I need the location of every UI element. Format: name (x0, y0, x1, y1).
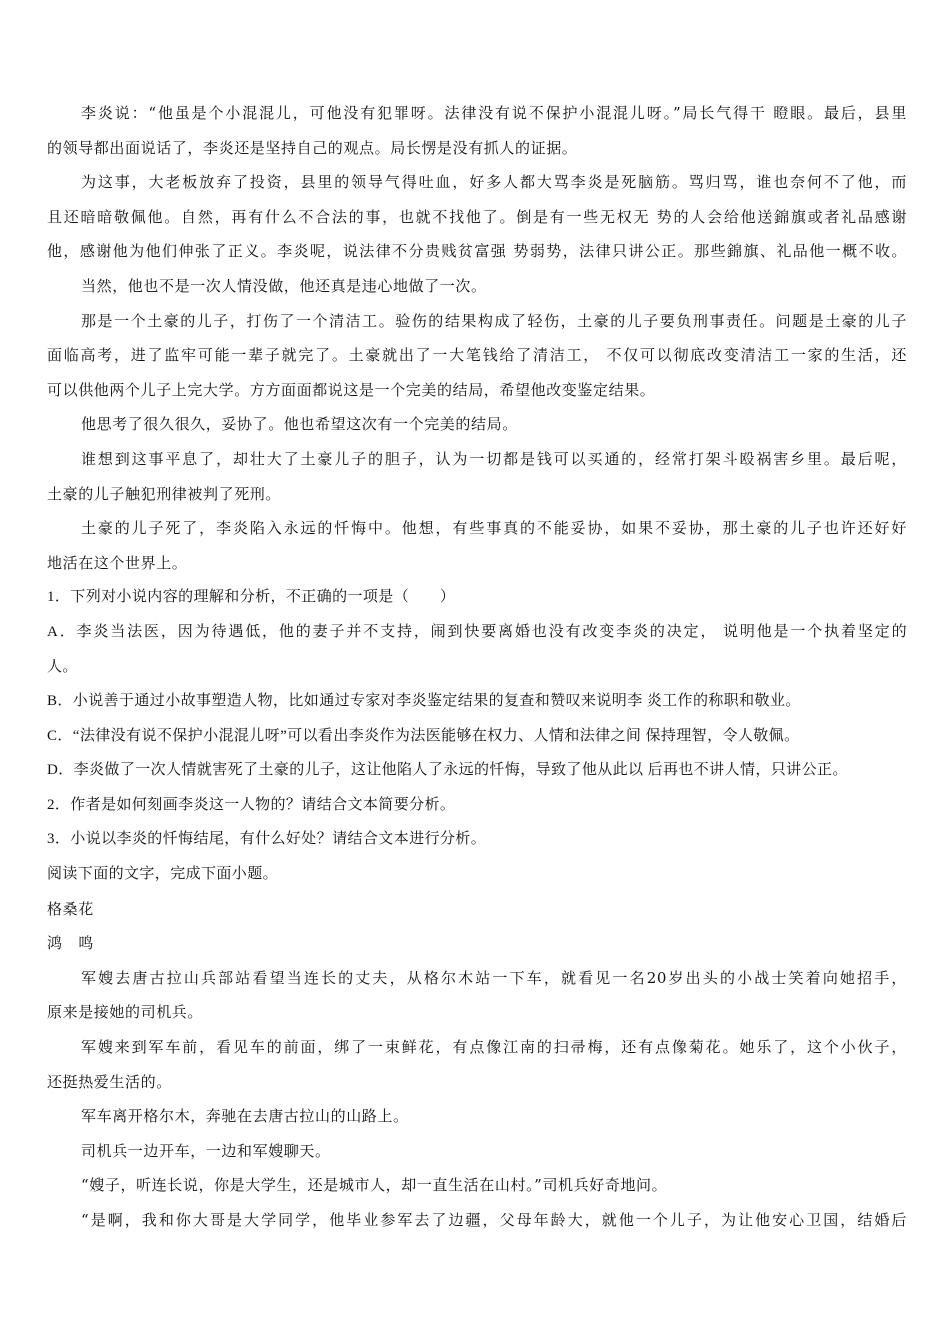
text-line: 为这事，大老板放弃了投资，县里的领导气得吐血，好多人都大骂李炎是死脑筋。骂归骂，谁也奈何不了他，而 (81, 173, 907, 192)
story-title: 格桑花 (47, 899, 94, 918)
text-line: “是啊，我和你大哥是大学同学，他毕业参军去了边疆，父母年龄大，就他一个儿子，为让他安心卫国，结婚后 (81, 1211, 907, 1229)
text-line: “嫂子，听连长说，你是大学生，还是城市人，却一直生活在山村。”司机兵好奇地问。 (81, 1176, 668, 1195)
text-line: 的领导都出面说话了，李炎还是坚持自己的观点。局长愣是没有抓人的证据。 (47, 138, 578, 157)
text-line: 土豪的儿子触犯刑律被判了死刑。 (47, 484, 282, 503)
text-line: 他，感谢他为他们伸张了正义。李炎呢，说法律不分贵贱贫富强 势弱势，法律只讲公正。那些錦旗、礼品他一概不收。 (47, 242, 907, 261)
option-a: A．李炎当法医，因为待遇低，他的妻子并不支持，闹到快要离婚也没有改变李炎的决定， 说明他是一个执着坚定的 (47, 623, 907, 640)
text-line: 李炎说：“他虽是个小混混儿，可他没有犯罪呀。法律没有说不保护小混混儿呀。”局长气得干 瞪眼。最后，县里 (81, 104, 907, 122)
story-author: 鸿 鸣 (47, 934, 94, 953)
option-b: B．小说善于通过小故事塑造人物，比如通过专家对李炎鉴定结果的复查和赞叹来说明李 炎工作的称职和敬业。 (47, 693, 801, 710)
text-line: 谁想到这事平息了，却壮大了土豪儿子的胆子，认为一切都是钱可以买通的，经常打架斗殴祸害乡里。最后呢， (81, 449, 907, 468)
text-line: 且还暗暗敬佩他。自然，再有什么不合法的事，也就不找他了。倒是有一些无权无 势的人会给他送錦旗或者礼品感谢 (47, 207, 907, 226)
text-line: 面临高考，进了监牢可能一辈子就完了。土豪就出了一大笔钱给了清洁工， 不仅可以彻底改变清洁工一家的生活，还 (47, 346, 907, 365)
text-line: 土豪的儿子死了，李炎陷入永远的忏悔中。他想，有些事真的不能妥协，如果不妥协，那土豪的儿子也许还好好 (81, 519, 907, 538)
question-1: 1．下列对小说内容的理解和分析，不正确的一项是（ ） (47, 589, 456, 606)
text-line: 司机兵一边开车，一边和军嫂聊天。 (81, 1141, 331, 1160)
question-2: 2．作者是如何刻画李炎这一人物的？请结合文本简要分析。 (47, 796, 456, 813)
reading-instruction: 阅读下面的文字，完成下面小题。 (47, 866, 279, 883)
text-line: 军车离开格尔木，奔驰在去唐古拉山的山路上。 (81, 1107, 409, 1126)
text-line: 原来是接她的司机兵。 (47, 1003, 204, 1022)
text-line: 可以供他两个儿子上完大学。方方面面都说这是一个完美的结局，希望他改变鉴定结果。 (47, 380, 656, 399)
text-line: 军嫂去唐古拉山兵部站看望当连长的丈夫，从格尔木站一下车，就看见一名20岁出头的小战士笑着向她招手， (81, 968, 907, 987)
option-c: C．“法律没有说不保护小混混儿呀”可以看出李炎作为法医能够在权力、人情和法律之间 保持理智，令人敬佩。 (47, 727, 800, 744)
text-line: 军嫂来到军车前，看见车的前面，绑了一束鲜花，有点像江南的扫帚梅，还有点像菊花。她乐了，这个小伙子， (81, 1038, 907, 1057)
document-page (47, 96, 907, 1238)
text-line: 地活在这个世界上。 (47, 553, 188, 572)
text-line: 当然，他也不是一次人情没做，他还真是违心地做了一次。 (81, 276, 487, 295)
option-d: D．李炎做了一次人情就害死了土豪的儿子，这让他陷人了永远的忏悔，导致了他从此以 后再也不讲人情，只讲公正。 (47, 762, 848, 779)
text-line: 他思考了很久很久，妥协了。他也希望这次有一个完美的结局。 (81, 415, 518, 434)
text-line: 还挺热爱生活的。 (47, 1072, 172, 1091)
option-a-cont: 人。 (47, 658, 78, 675)
text-line: 那是一个土豪的儿子，打伤了一个清洁工。验伤的结果构成了轻伤，土豪的儿子要负刑事责任。问题是土豪的儿子 (81, 311, 907, 330)
question-3: 3．小说以李炎的忏悔结尾，有什么好处？请结合文本进行分析。 (47, 831, 487, 848)
